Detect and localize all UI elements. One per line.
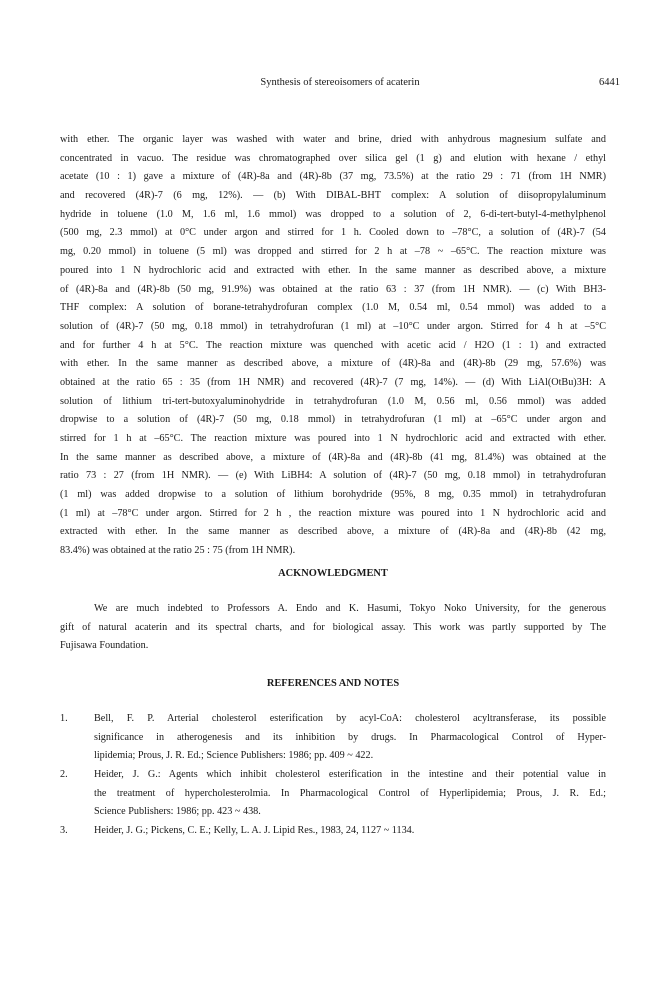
reference-line: Heider, J. G.; Pickens, C. E.; Kelly, L. A. J. Lipid Res., 1983, 24, 1127 ~ 1134. — [94, 825, 415, 837]
body-line: solution of (4R)-7 (50 mg, 0.18 mmol) in tetrahydrofuran (1 ml) at –10°C under argon. Stirred for 4 h at –5°C — [60, 320, 606, 332]
reference-item — [60, 766, 606, 822]
body-line: 83.4%) was obtained at the ratio 25 : 75 (from 1H NMR). — [60, 545, 296, 557]
reference-line: significance in atherogenesis and its inhibition by drugs. In Pharmacological Control of Hyper- — [94, 731, 606, 743]
running-title: Synthesis of stereoisomers of acaterin — [260, 77, 420, 88]
body-line: (500 mg, 2.3 mmol) at 0°C under argon and stirred for 1 h. Cooled down to –78°C, a solution of (4R)-7 (54 — [60, 227, 606, 239]
body-line: and recovered (4R)-7 (6 mg, 12%). — (b) With DIBAL-BHT complex: A solution of diisopropylaluminum — [60, 190, 606, 202]
body-line: THF complex: A solution of borane-tetrahydrofuran complex (1.0 M, 0.54 ml, 0.54 mmol) was added to a — [60, 302, 606, 314]
reference-number: 2. — [60, 769, 68, 781]
page-number: 6441 — [599, 77, 620, 88]
acknowledgment-paragraph — [60, 600, 606, 656]
body-line: concentrated in vacuo. The residue was chromatographed over silica gel (1 g) and elution with hexane / ethyl — [60, 152, 606, 164]
body-line: mg, 0.20 mmol) in toluene (5 ml) was dropped and stirred for 2 h at –78 ~ –65°C. The reaction mixture was — [60, 246, 606, 258]
reference-line: the treatment of hypercholesterolmia. In Pharmacological Control of Hyperlipidemia; Prous, J. R. Ed.; — [94, 787, 606, 799]
body-line: (1 ml) was added dropwise to a solution of lithium borohydride (95%, 8 mg, 0.35 mmol) in tetrahydrofuran — [60, 489, 606, 501]
experimental-paragraph — [60, 131, 606, 561]
body-line: dropwise to a solution of (4R)-7 (50 mg, 0.18 mmol) in tetrahydrofuran (1 ml) at –65°C under argon and — [60, 414, 606, 426]
body-line: of (4R)-8a and (4R)-8b (50 mg, 91.9%) was obtained at the ratio 63 : 37 (from 1H NMR). — (c) With BH3- — [60, 283, 606, 295]
running-head — [60, 77, 620, 93]
body-line: with ether. In the same manner as described above, a mixture of (4R)-8a and (4R)-8b (29 mg, 57.6%) was — [60, 358, 606, 370]
reference-line: lipidemia; Prous, J. R. Ed.; Science Publishers: 1986; pp. 409 ~ 422. — [94, 750, 374, 762]
reference-item — [60, 822, 606, 841]
reference-item — [60, 710, 606, 766]
acknowledgment-line: Fujisawa Foundation. — [60, 640, 149, 652]
body-line: stirred for 1 h at –65°C. The reaction mixture was poured into 1 N hydrochloric acid and extracted with ether. — [60, 433, 606, 444]
body-line: acetate (10 : 1) gave a mixture of (4R)-8a and (4R)-8b (37 mg, 73.5%) at the ratio 29 : 71 (from 1H NMR) — [60, 171, 606, 183]
body-line: solution of lithium tri-tert-butoxyaluminohydride in tetrahydrofuran (1.0 M, 0.56 ml, 0.56 mmol) was added — [60, 395, 606, 407]
reference-number: 3. — [60, 825, 68, 837]
body-line: hydride in toluene (1.0 M, 1.6 ml, 1.6 mmol) was dropped to a solution of 2, 6-di-tert-butyl-4-methylphenol — [60, 208, 606, 220]
reference-line: Bell, F. P. Arterial cholesterol esterification by acyl-CoA: cholesterol acyltransferase, its possible — [94, 713, 606, 724]
acknowledgment-line: gift of natural acaterin and its spectral charts, and for biological assay. This work was partly supported by The — [60, 621, 606, 633]
references-list — [60, 710, 606, 841]
reference-number: 1. — [60, 713, 68, 724]
body-line: ratio 73 : 27 (from 1H NMR). — (e) With LiBH4: A solution of (4R)-7 (50 mg, 0.18 mmol) in tetrahydrofuran — [60, 470, 606, 482]
body-line: extracted with ether. In the same manner as described above, a mixture of (4R)-8a and (4R)-8b (42 mg, — [60, 526, 606, 538]
body-line: In the same manner as described above, a mixture of (4R)-8a and (4R)-8b (41 mg, 81.4%) was obtained at the — [60, 451, 606, 463]
reference-line: Science Publishers: 1986; pp. 423 ~ 438. — [94, 806, 261, 818]
body-line: and for further 4 h at 5°C. The reaction mixture was quenched with acetic acid / H2O (1 : 1) and extracted — [60, 339, 606, 351]
body-line: (1 ml) at –78°C under argon. Stirred for 2 h , the reaction mixture was poured into 1 N hydrochloric acid and — [60, 507, 606, 519]
body-line: obtained at the ratio 65 : 35 (from 1H NMR) and recovered (4R)-7 (7 mg, 14%). — (d) With LiAl(OtBu)3H: A — [60, 376, 606, 388]
body-line: poured into 1 N hydrochloric acid and extracted with ether. In the same manner as described above, a mixture — [60, 264, 606, 276]
body-line: with ether. The organic layer was washed with water and brine, dried with anhydrous magnesium sulfate and — [60, 134, 606, 145]
acknowledgment-line: We are much indebted to Professors A. Endo and K. Hasumi, Tokyo Noko University, for the generous — [94, 603, 606, 614]
references-heading: REFERENCES AND NOTES — [266, 678, 400, 689]
reference-line: Heider, J. G.: Agents which inhibit cholesterol esterification in the intestine and their potential value in — [94, 769, 606, 781]
acknowledgment-heading: ACKNOWLEDGMENT — [278, 568, 388, 579]
